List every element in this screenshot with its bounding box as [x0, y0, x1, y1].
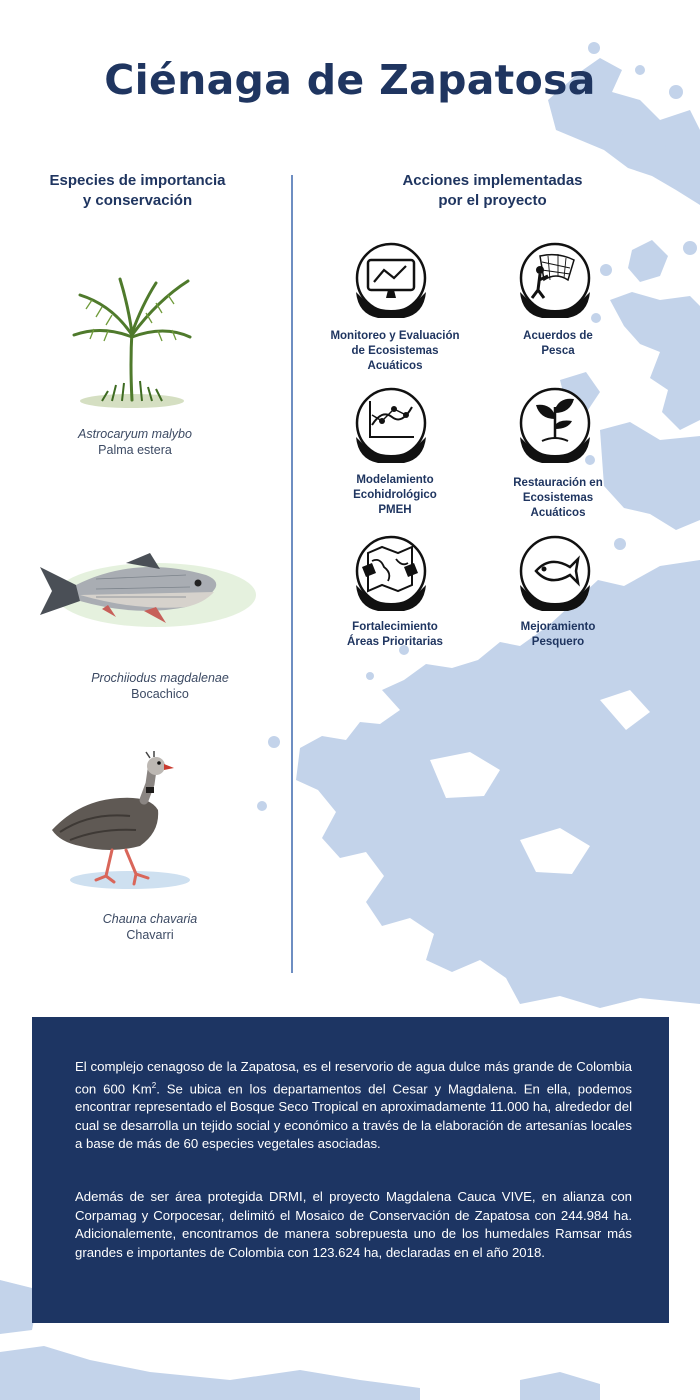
species-scientific-name: Chauna chavaria [102, 912, 198, 926]
fish-illustration [36, 545, 256, 635]
action-label-monitoreo [320, 329, 470, 374]
species-heading-line1: Especies de importancia [49, 172, 226, 189]
action-label-line: Restauración en [513, 477, 603, 489]
info-paragraph-1-end: . Se ubica en los departamentos del Cesar y Magdalena. En ella, podemos encontrar representado el Bosque Seco Tropical en aproximadamente 11.000 ha, alrededor del cual se desarrolla un tejido social y económico a través de la elaboración de artesanías locales a base de más de 60 especies vegetales asociadas. [75, 1080, 632, 1152]
species-item-bird [40, 911, 260, 943]
actions-heading-line2: por el proyecto [438, 192, 547, 209]
action-label-line: Fortalecimiento [352, 621, 438, 633]
actions-heading-line1: Acciones implementadas [402, 172, 583, 189]
species-scientific-name: Astrocaryum malybo [78, 427, 192, 441]
info-paragraph-2: Además de ser área protegida DRMI, el proyecto Magdalena Cauca VIVE, en alianza con Corpamag y Corpocesar, delimitó el Mosaico de Conservación de Zapatosa con 244.984 ha. Adicionalemente, encontramos de manera sobrepuesta uno de los humedales Ramsar más grandes e importantes de Colombia con 123.624 ha, declaradas en el año 2018. [75, 1189, 632, 1260]
line-graph-icon [348, 385, 434, 471]
species-heading-line2: y conservación [82, 192, 193, 209]
action-label-line: Ecosistemas [522, 492, 594, 504]
action-label-line: Áreas Prioritarias [347, 636, 443, 648]
action-label-line: Modelamiento [356, 474, 434, 486]
species-common-name: Chavarri [126, 928, 174, 942]
action-label-line: Ecohidrológico [353, 489, 437, 501]
info-paragraph-1-start: El complejo cenagoso de la Zapatosa, es el reservorio de agua dulce más grande de Colombia con 600 Km [75, 1059, 632, 1096]
action-label-fortalecimiento [320, 620, 470, 650]
fisherman-net-icon [512, 240, 598, 326]
species-item-fish [50, 670, 270, 702]
action-label-mejoramiento [483, 620, 633, 650]
map-hands-icon [348, 533, 434, 619]
page-title: Ciénaga de Zapatosa [104, 56, 596, 104]
plant-sprout-icon [512, 385, 598, 471]
info-paragraph-1 [75, 1058, 632, 1154]
action-label-line: Acuáticos [367, 360, 423, 372]
column-divider [291, 175, 293, 973]
actions-heading [370, 171, 615, 211]
action-label-line: de Ecosistemas [351, 345, 439, 357]
action-label-line: Mejoramiento [520, 621, 596, 633]
action-label-line: Acuerdos de [523, 330, 593, 342]
species-common-name: Palma estera [98, 443, 172, 457]
action-label-line: PMEH [378, 504, 412, 516]
monitor-chart-icon [348, 240, 434, 326]
species-common-name: Bocachico [131, 687, 189, 701]
action-label-line: Acuáticos [530, 507, 586, 519]
action-label-line: Pesquero [531, 636, 585, 648]
superscript-2: 2 [151, 1080, 157, 1090]
species-heading [30, 171, 245, 211]
info-box [32, 1017, 669, 1323]
fish-icon [512, 533, 598, 619]
bird-illustration [40, 750, 190, 895]
species-scientific-name: Prochiiodus magdalenae [91, 671, 229, 685]
action-label-modelamiento [320, 473, 470, 518]
action-label-line: Monitoreo y Evaluación [330, 330, 460, 342]
species-item-palm [40, 426, 230, 458]
palm-tree-illustration [72, 275, 192, 410]
action-label-restauracion [483, 476, 633, 521]
action-label-acuerdos [483, 329, 633, 359]
action-label-line: Pesca [541, 345, 575, 357]
